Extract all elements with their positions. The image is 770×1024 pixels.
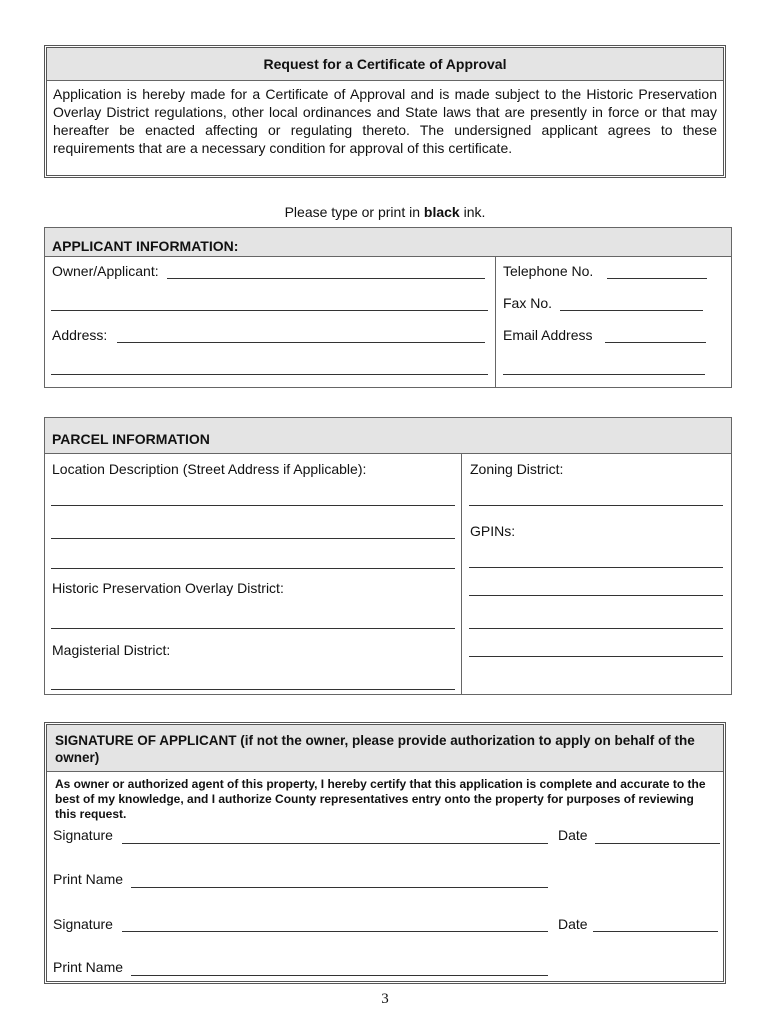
magisterial-district-label: Magisterial District: <box>52 642 171 658</box>
signature-field-2[interactable] <box>122 931 548 932</box>
signature-field-1[interactable] <box>122 843 548 844</box>
email-label: Email Address <box>503 327 593 343</box>
fax-label: Fax No. <box>503 295 553 311</box>
gpins-field-line-3[interactable] <box>469 628 723 629</box>
telephone-field[interactable] <box>607 278 707 279</box>
location-description-field-line-2[interactable] <box>51 538 455 539</box>
applicant-information-header: APPLICANT INFORMATION: <box>45 228 731 257</box>
email-field[interactable] <box>605 342 706 343</box>
signature-section <box>44 722 726 984</box>
page-number: 3 <box>381 991 389 1007</box>
applicant-information-section <box>44 227 732 388</box>
location-description-field-line-3[interactable] <box>51 568 455 569</box>
date-field-1[interactable] <box>595 843 720 844</box>
ink-instruction: Please type or print in black ink. <box>284 204 486 220</box>
signature-header: SIGNATURE OF APPLICANT (if not the owner, please provide authorization to apply on behalf of the owner) <box>47 725 723 772</box>
parcel-information-header: PARCEL INFORMATION <box>45 418 731 454</box>
print-name-field-2[interactable] <box>131 975 548 976</box>
email-field-line-2[interactable] <box>503 374 705 375</box>
parcel-column-divider <box>461 453 462 695</box>
date-label-2: Date <box>558 916 588 932</box>
signature-label-1: Signature <box>53 827 113 843</box>
hpod-label: Historic Preservation Overlay District: <box>52 580 284 596</box>
hpod-field[interactable] <box>51 628 455 629</box>
gpins-field-line-2[interactable] <box>469 595 723 596</box>
owner-applicant-field[interactable] <box>167 278 485 279</box>
telephone-label: Telephone No. <box>503 263 594 279</box>
gpins-field-line-4[interactable] <box>469 656 723 657</box>
date-field-2[interactable] <box>593 931 718 932</box>
certificate-title-bar <box>47 48 723 81</box>
address-label: Address: <box>52 327 108 343</box>
date-label-1: Date <box>558 827 588 843</box>
zoning-district-label: Zoning District: <box>470 461 564 477</box>
location-description-field[interactable] <box>51 505 455 506</box>
print-name-label-1: Print Name <box>53 871 124 887</box>
print-name-label-2: Print Name <box>53 959 124 975</box>
location-description-label: Location Description (Street Address if Applicable): <box>52 461 367 477</box>
address-field-line-2[interactable] <box>51 374 488 375</box>
certificate-request-box <box>44 45 726 178</box>
address-field[interactable] <box>117 342 485 343</box>
print-name-field-1[interactable] <box>131 887 548 888</box>
signature-label-2: Signature <box>53 916 113 932</box>
fax-field[interactable] <box>560 310 703 311</box>
gpins-label: GPINs: <box>470 523 516 539</box>
owner-applicant-label: Owner/Applicant: <box>52 263 159 279</box>
magisterial-district-field[interactable] <box>51 689 455 690</box>
certification-statement: As owner or authorized agent of this property, I hereby certify that this application is complete and accurate to the best of my knowledge, and I authorize County representatives entry onto the property for purposes of reviewing this request. <box>55 777 706 821</box>
gpins-field[interactable] <box>469 567 723 568</box>
certificate-title: Request for a Certificate of Approval <box>263 56 507 72</box>
certificate-intro-text: Application is hereby made for a Certificate of Approval and is made subject to the Historic Preservation Overlay District regulations, other local ordinances and State laws that are presently in force or that may hereafter be enacted affecting or regulating thereto. The undersigned applicant agrees to these requirements that are a necessary condition for approval of this certificate. <box>53 86 717 156</box>
applicant-column-divider <box>495 256 496 388</box>
owner-applicant-field-line-2[interactable] <box>51 310 488 311</box>
zoning-district-field[interactable] <box>469 505 723 506</box>
